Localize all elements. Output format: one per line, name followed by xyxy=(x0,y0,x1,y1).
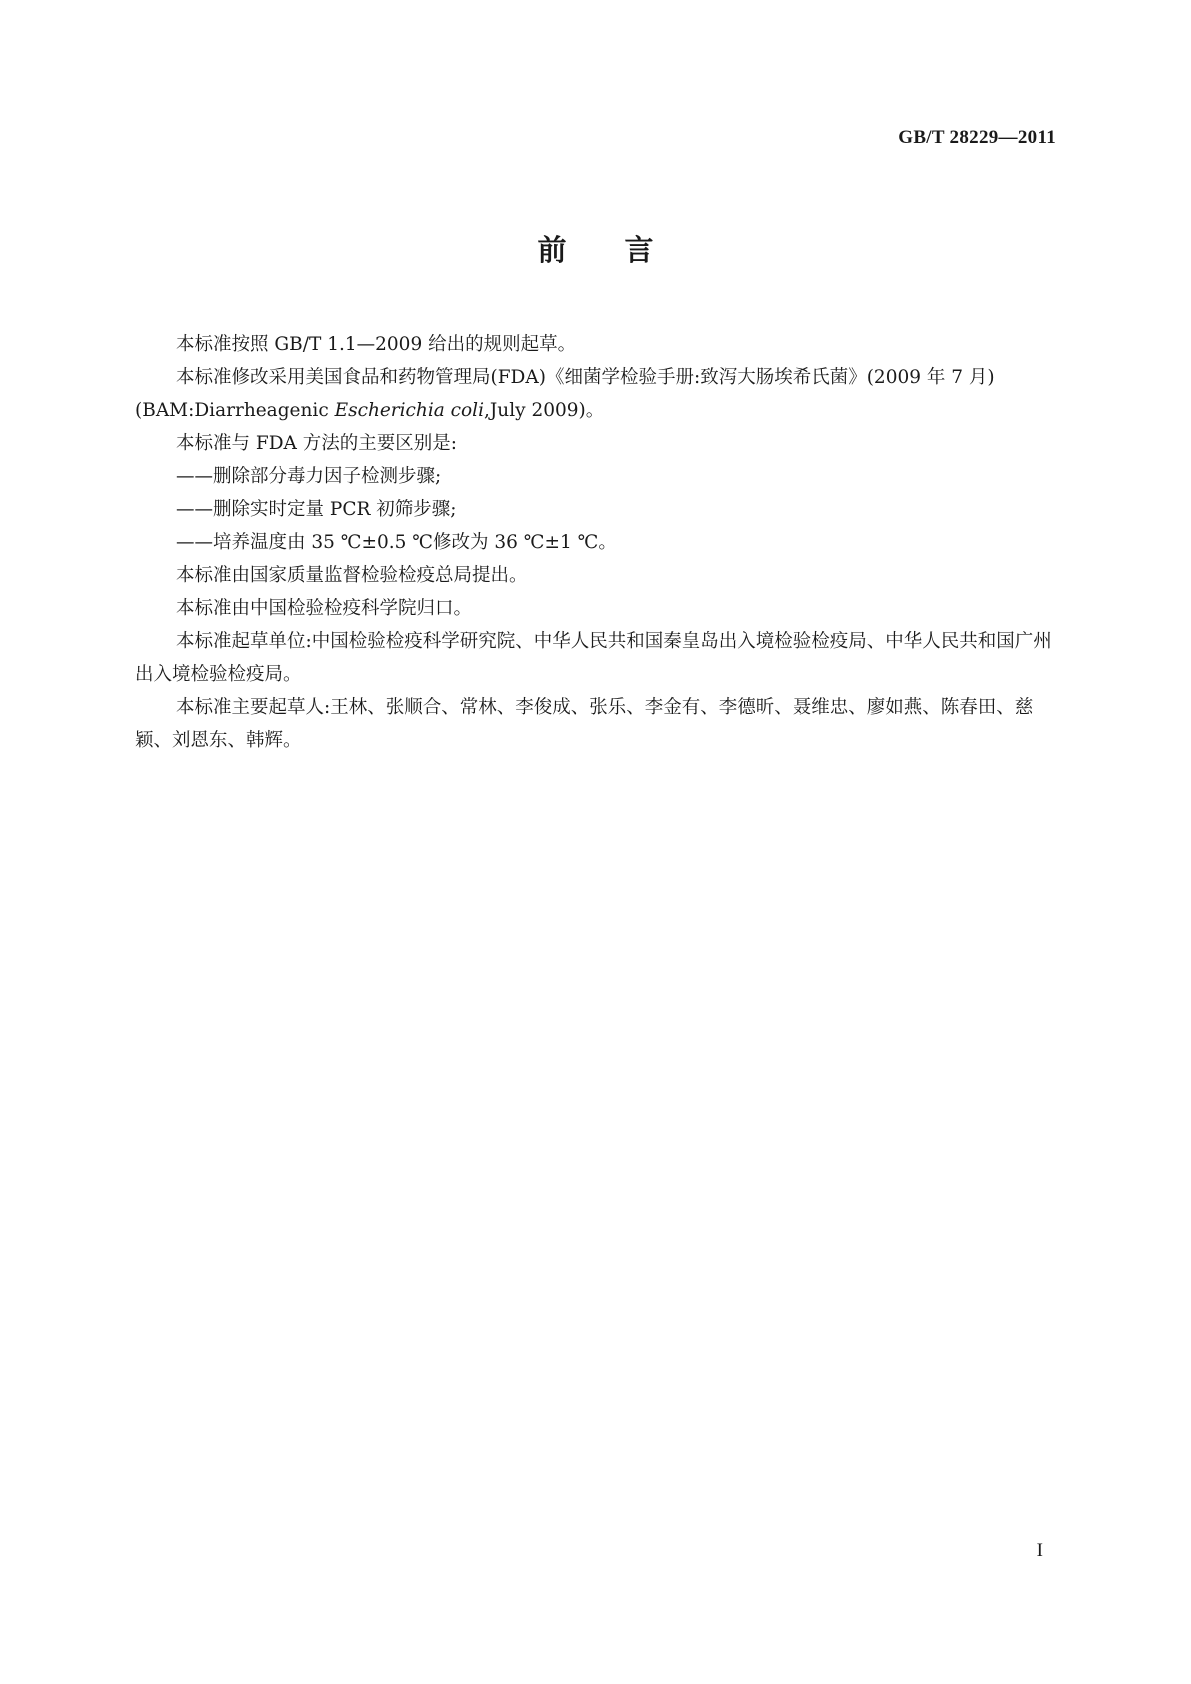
paragraph-centralized-by: 本标准由中国检验检疫科学院归口。 xyxy=(176,598,473,619)
list-item-difference-2: ——删除实时定量 PCR 初筛步骤; xyxy=(176,499,457,520)
foreword-body xyxy=(135,328,1055,757)
adoption-text-before: 本标准修改采用美国食品和药物管理局(FDA)《细菌学检验手册:致泻大肠埃希氏菌》(2009 年 7 月)(BAM:Diarrheagenic xyxy=(135,367,995,421)
paragraph-differences-intro: 本标准与 FDA 方法的主要区别是: xyxy=(176,433,458,454)
paragraph-drafting-rules: 本标准按照 GB/T 1.1—2009 给出的规则起草。 xyxy=(176,334,577,355)
paragraph-proposed-by: 本标准由国家质量监督检验检疫总局提出。 xyxy=(176,565,528,586)
adoption-text-after: ,July 2009)。 xyxy=(484,400,605,421)
list-item-difference-3: ——培养温度由 35 ℃±0.5 ℃修改为 36 ℃±1 ℃。 xyxy=(176,532,617,553)
page-number: I xyxy=(1036,1540,1043,1561)
paragraph-adoption xyxy=(135,361,1055,427)
paragraph-drafters: 本标准主要起草人:王林、张顺合、常林、李俊成、张乐、李金有、李德昕、聂维忠、廖如燕、陈春田、慈颖、刘恩东、韩辉。 xyxy=(135,697,1034,751)
paragraph-drafting-units: 本标准起草单位:中国检验检疫科学研究院、中华人民共和国秦皇岛出入境检验检疫局、中华人民共和国广州出入境检验检疫局。 xyxy=(135,631,1052,685)
adoption-italic-species: Escherichia coli xyxy=(334,400,484,421)
list-item-difference-1: ——删除部分毒力因子检测步骤; xyxy=(176,466,442,487)
page-title: 前言 xyxy=(537,233,712,267)
standard-code: GB/T 28229—2011 xyxy=(898,127,1056,148)
